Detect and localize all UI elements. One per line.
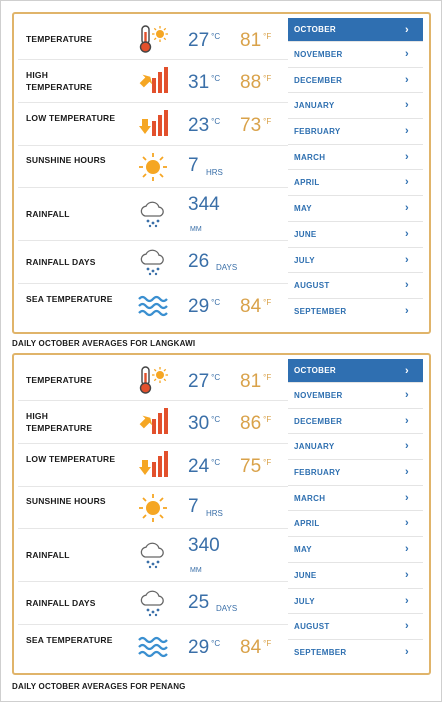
chevron-right-icon: › [405,365,409,377]
rain-cloud-icon [138,588,168,618]
month-february[interactable]: FEBRUARY › [288,460,423,486]
row-sea-temperature [18,284,288,327]
chevron-right-icon: › [405,466,409,479]
month-september[interactable]: SEPTEMBER › [288,640,423,666]
sun-icon [138,152,168,182]
chevron-right-icon: › [405,48,409,60]
high-c-value: 30 $^{^\circ C}$ [188,413,221,434]
weather-panel-langkawi [12,12,431,334]
month-june[interactable]: JUNE › [288,222,423,248]
label-high-temperature: HIGH TEMPERATURE [26,411,93,433]
label-sunshine-hours: SUNSHINE HOURS [26,155,106,165]
low-c-value: 24 $^{^\circ C}$ [188,456,221,477]
sunshine-unit: HRS [206,509,223,518]
waves-icon [138,290,168,320]
rainfall-value: 340 [188,535,220,556]
month-november[interactable]: NOVEMBER › [288,383,423,409]
row-rainfall-days [18,582,288,625]
waves-icon [138,631,168,661]
high-c-value: 31 $^{^\circ C}$ [188,72,221,93]
chevron-right-icon: › [405,253,409,266]
temperature-c-value: 27 $^{^\circ C}$ [188,371,221,392]
month-september[interactable]: SEPTEMBER › [288,299,423,325]
chevron-right-icon: › [405,99,409,112]
month-february[interactable]: FEBRUARY › [288,119,423,145]
rainfall-days-unit: DAYS [216,263,238,272]
high-f-value: 86 $^{^\circ F}$ [240,413,272,434]
stats-table [18,18,288,327]
chevron-right-icon: › [405,645,409,658]
row-sunshine-hours [18,487,288,529]
temperature-c-value: 27 $^{^\circ C}$ [188,30,221,51]
month-december[interactable]: DECEMBER › [288,409,423,435]
low-temperature-icon [138,450,168,480]
chevron-right-icon: › [405,279,409,292]
label-temperature: TEMPERATURE [26,34,93,44]
label-high-temperature: HIGH TEMPERATURE [26,70,93,92]
low-f-value: 75 $^{^\circ F}$ [240,456,272,477]
temperature-f-value: 81 $^{^\circ F}$ [240,30,272,51]
rainfall-unit: MM [190,226,202,233]
chevron-right-icon: › [405,202,409,215]
row-temperature [18,359,288,401]
label-low-temperature: LOW TEMPERATURE [26,113,116,123]
month-july[interactable]: JULY › [288,589,423,615]
sea-c-value: 29 $^{^\circ C}$ [188,637,221,658]
chevron-right-icon: › [405,227,409,240]
chevron-right-icon: › [405,517,409,530]
row-high-temperature [18,401,288,444]
month-october[interactable]: OCTOBER › [288,18,423,42]
chevron-right-icon: › [405,568,409,581]
chevron-right-icon: › [405,620,409,633]
low-f-value: 73 $^{^\circ F}$ [240,115,272,136]
month-april[interactable]: APRIL › [288,170,423,196]
month-march[interactable]: MARCH › [288,486,423,512]
weather-panel-penang [12,353,431,675]
month-august[interactable]: AUGUST › [288,614,423,640]
chevron-right-icon: › [405,543,409,556]
rainfall-days-value: 26 [188,251,210,272]
high-temperature-icon [138,66,168,96]
month-list [288,359,423,666]
chevron-right-icon: › [405,594,409,607]
caption-penang: DAILY OCTOBER AVERAGES FOR PENANG [12,682,186,691]
high-f-value: 88 $^{^\circ F}$ [240,72,272,93]
row-rainfall [18,188,288,241]
sea-f-value: 84 $^{^\circ F}$ [240,637,272,658]
rainfall-days-value: 25 [188,592,210,613]
sun-icon [138,493,168,523]
label-rainfall: RAINFALL [26,209,70,219]
month-january[interactable]: JANUARY › [288,93,423,119]
month-may[interactable]: MAY › [288,196,423,222]
month-november[interactable]: NOVEMBER › [288,42,423,68]
month-march[interactable]: MARCH › [288,145,423,171]
chevron-right-icon: › [405,176,409,189]
row-temperature [18,18,288,60]
rainfall-days-unit: DAYS [216,604,238,613]
sunshine-value: 7 [188,496,199,517]
chevron-right-icon: › [405,440,409,453]
chevron-right-icon: › [405,389,409,401]
chevron-right-icon: › [405,24,409,36]
label-sea-temperature: SEA TEMPERATURE [26,294,113,304]
label-sunshine-hours: SUNSHINE HOURS [26,496,106,506]
row-sea-temperature [18,625,288,668]
low-c-value: 23 $^{^\circ C}$ [188,115,221,136]
month-july[interactable]: JULY › [288,248,423,274]
month-august[interactable]: AUGUST › [288,273,423,299]
row-sunshine-hours [18,146,288,188]
row-low-temperature [18,444,288,487]
chevron-right-icon: › [405,125,409,138]
month-january[interactable]: JANUARY › [288,434,423,460]
label-rainfall-days: RAINFALL DAYS [26,257,96,267]
row-high-temperature [18,60,288,103]
chevron-right-icon: › [405,304,409,317]
month-may[interactable]: MAY › [288,537,423,563]
temperature-f-value: 81 $^{^\circ F}$ [240,371,272,392]
label-rainfall: RAINFALL [26,550,70,560]
thermometer-sun-icon [138,24,168,54]
chevron-right-icon: › [405,73,409,86]
label-temperature: TEMPERATURE [26,375,93,385]
chevron-right-icon: › [405,150,409,163]
sunshine-unit: HRS [206,168,223,177]
chevron-right-icon: › [405,491,409,504]
sea-c-value: 29 $^{^\circ C}$ [188,296,221,317]
sea-f-value: 84 $^{^\circ F}$ [240,296,272,317]
rain-cloud-icon [138,247,168,277]
row-rainfall-days [18,241,288,284]
rainfall-value: 344 [188,194,220,215]
thermometer-sun-icon [138,365,168,395]
label-rainfall-days: RAINFALL DAYS [26,598,96,608]
month-april[interactable]: APRIL › [288,511,423,537]
rain-cloud-icon [138,540,168,570]
label-low-temperature: LOW TEMPERATURE [26,454,116,464]
month-december[interactable]: DECEMBER › [288,68,423,94]
stats-table [18,359,288,668]
month-list [288,18,423,325]
month-june[interactable]: JUNE › [288,563,423,589]
low-temperature-icon [138,109,168,139]
sunshine-value: 7 [188,155,199,176]
rain-cloud-icon [138,199,168,229]
rainfall-unit: MM [190,567,202,574]
row-low-temperature [18,103,288,146]
label-sea-temperature: SEA TEMPERATURE [26,635,113,645]
high-temperature-icon [138,407,168,437]
month-october[interactable]: OCTOBER › [288,359,423,383]
caption-langkawi: DAILY OCTOBER AVERAGES FOR LANGKAWI [12,339,196,348]
chevron-right-icon: › [405,414,409,427]
row-rainfall [18,529,288,582]
